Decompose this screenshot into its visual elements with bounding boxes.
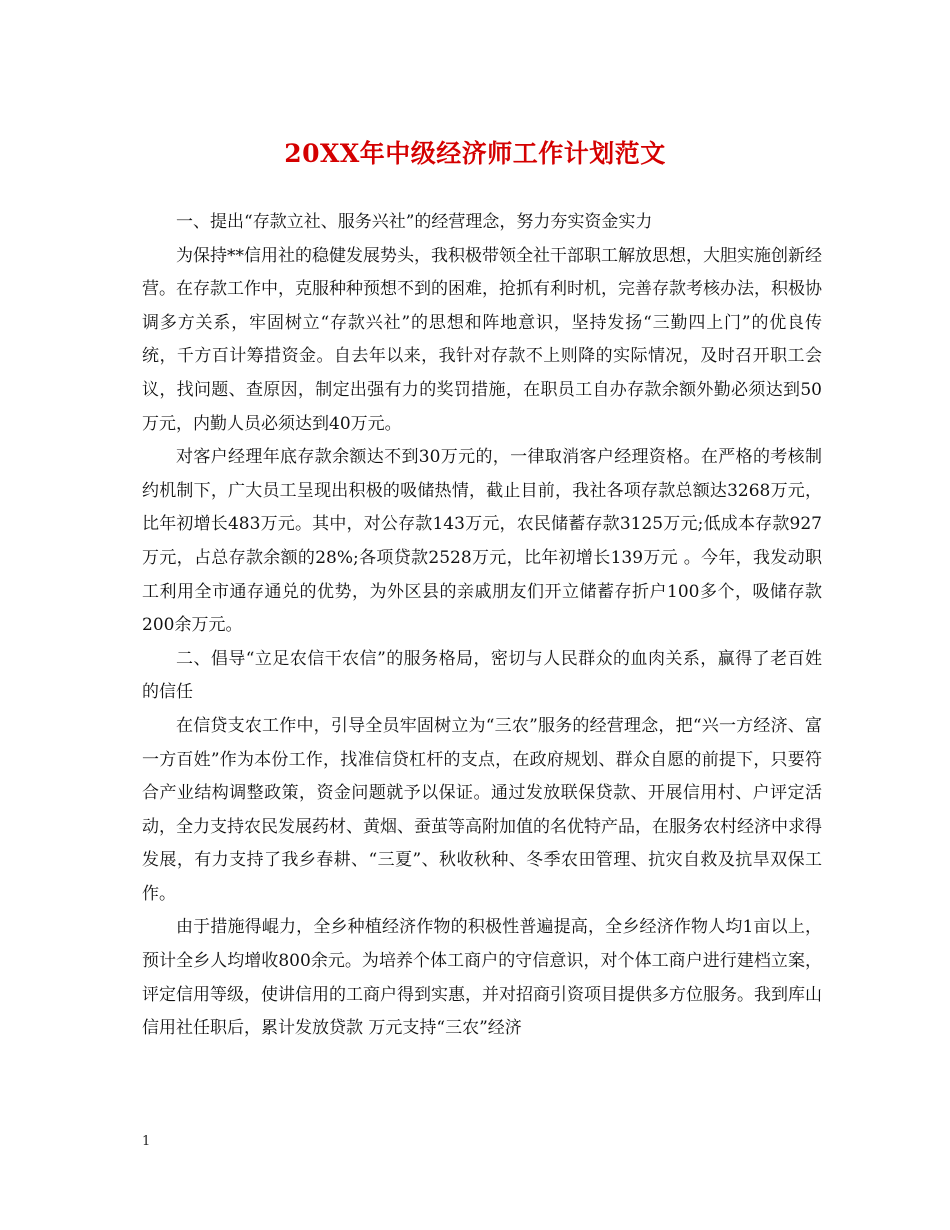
body-paragraph: 对客户经理年底存款余额达不到30万元的，一律取消客户经理资格。在严格的考核制约机制下，广大员工呈现出积极的吸储热情，截止目前，我社各项存款总额达3268万元，比年初增长483万元。其中，对公存款143万元，农民储蓄存款3125万元;低成本存款927万元，占总存款余额的28%;各项贷款2528万元，比年初增长139万元 。今年，我发动职工利用全市通存通兑的优势，为外区县的亲戚朋友们开立储蓄存折户100多个，吸储存款200余万元。 <box>142 447 822 636</box>
body-paragraph: 在信贷支农工作中，引导全员牢固树立为“三农”服务的经营理念，把“兴一方经济、富一方百姓”作为本份工作，找准信贷杠杆的支点，在政府规划、群众自愿的前提下，只要符合产业结构调整政策，资金问题就予以保证。通过发放联保贷款、开展信用村、户评定活动，全力支持农民发展药材、黄烟、蚕茧等高附加值的名优特产品，在服务农村经济中求得发展，有力支持了我乡春耕、“三夏”、秋收秋种、冬季农田管理、抗灾自救及抗旱双保工作。 <box>142 715 822 904</box>
section-heading: 二、倡导“立足农信干农信”的服务格局，密切与人民群众的血肉关系，赢得了老百姓的信任 <box>142 648 822 703</box>
section-heading: 一、提出“存款立社、服务兴社”的经营理念，努力夯实资金实力 <box>176 212 653 232</box>
body-paragraph: 为保持**信用社的稳健发展势头，我积极带领全社干部职工解放思想，大胆实施创新经营。在存款工作中，克服种种预想不到的困难，抢抓有利时机，完善存款考核办法，积极协调多方关系，牢固树立“存款兴社”的思想和阵地意识，坚持发扬“三勤四上门”的优良传统，千方百计筹措资金。自去年以来，我针对存款不上则降的实际情况，及时召开职工会议，找问题、查原因，制定出强有力的奖罚措施，在职员工自办存款余额外勤必须达到50万元，内勤人员必须达到40万元。 <box>142 245 822 434</box>
document-title: 20XX年中级经济师工作计划范文 <box>284 139 666 168</box>
body-paragraph: 由于措施得崐力，全乡种植经济作物的积极性普遍提高，全乡经济作物人均1亩以上，预计全乡人均增收800余元。为培养个体工商户的守信意识，对个体工商户进行建档立案，评定信用等级，使讲信用的工商户得到实惠，并对招商引资项目提供多方位服务。我到库山信用社任职后，累计发放贷款 万元支持“三农”经济 <box>142 917 822 1039</box>
page-number: 1 <box>142 1134 151 1149</box>
document-body <box>142 206 822 1046</box>
